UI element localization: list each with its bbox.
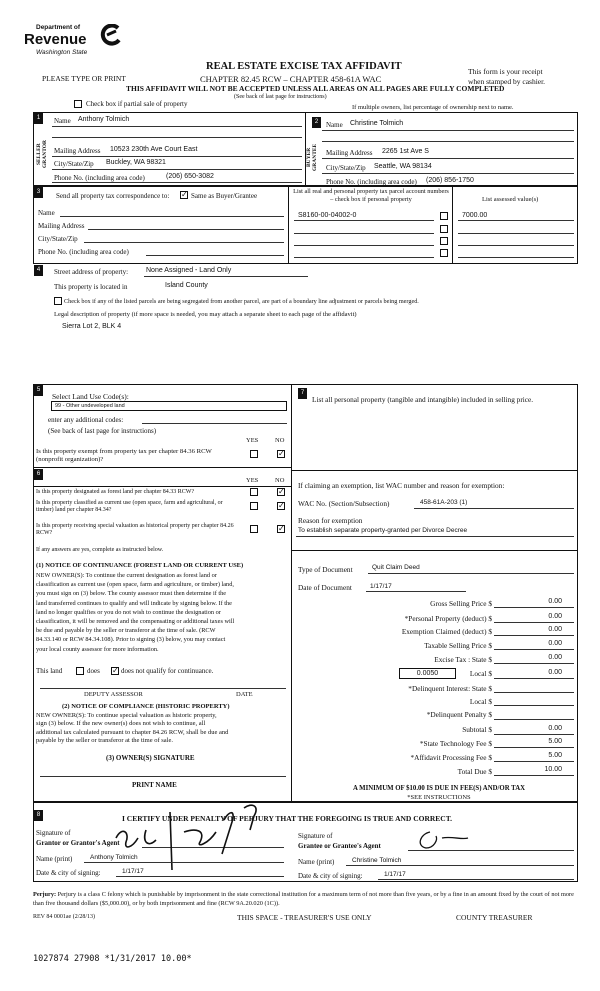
tax-row-underline: [494, 607, 574, 608]
section-3-number: 3: [34, 187, 43, 198]
seller-mail[interactable]: 10523 230th Ave Court East: [110, 146, 198, 153]
grantor-agent-label: Grantor or Grantor's Agent: [36, 839, 120, 847]
personal-property-checkbox-1[interactable]: [440, 212, 448, 220]
notice2-line: NEW OWNER(S): To continue special valuation as historic property,: [36, 712, 217, 719]
grantor-date[interactable]: 1/17/17: [122, 868, 144, 875]
seller-grantor-label: SELLER GRANTOR: [36, 140, 48, 169]
tax-row-label: Exemption Claimed (deduct) $: [401, 627, 492, 636]
form-title: REAL ESTATE EXCISE TAX AFFIDAVIT: [206, 61, 402, 72]
section-1-number: 1: [34, 113, 43, 124]
grantor-name[interactable]: Anthony Tolmich: [90, 854, 138, 861]
grantee-date[interactable]: 1/17/17: [384, 871, 406, 878]
same-as-buyer-checkbox[interactable]: ✓: [181, 190, 188, 199]
perjury-notice: [33, 890, 578, 908]
personal-property-checkbox-3[interactable]: [440, 237, 448, 245]
notice1-line: classification, it will be removed and the compensating or additional taxes will: [36, 618, 235, 626]
notice2-title: (2) NOTICE OF COMPLIANCE (HISTORIC PROPERTY): [62, 703, 230, 710]
legal-label: Legal description of property (if more space is needed, you may attach a separate sheet to each page of the affidavit): [54, 311, 357, 318]
doc-type[interactable]: Quit Claim Deed: [372, 564, 420, 571]
buyer-grantee-label: BUYER GRANTEE: [306, 143, 318, 171]
seller-name-label: Name: [54, 117, 71, 125]
s3-city-label: City/State/Zip: [38, 235, 78, 243]
subtotal-value[interactable]: 0.00: [548, 725, 562, 732]
s3-mail-label: Mailing Address: [38, 222, 85, 230]
grantor-date-label: Date & city of signing:: [36, 869, 101, 877]
tax-row-value[interactable]: 0.00: [548, 640, 562, 647]
nonprofit-question: Is this property exempt from property tax per chapter 84.36 RCW (nonprofit organization)?: [36, 448, 212, 463]
print-name-label: PRINT NAME: [132, 781, 177, 789]
current-use-no-checkbox[interactable]: ✓: [278, 501, 285, 510]
buyer-city[interactable]: Seattle, WA 98134: [374, 163, 432, 170]
notice1-line: be due and payable by the seller or transferor at the time of sale. (RCW: [36, 627, 216, 635]
dp-label: *Delinquent Penalty $: [426, 710, 492, 719]
buyer-phone-label: Phone No. (including area code): [326, 178, 417, 186]
buyer-name-label: Name: [326, 121, 343, 129]
tax-rate: 0.0050: [416, 670, 439, 677]
additional-codes-label: enter any additional codes:: [48, 416, 124, 424]
wac-number[interactable]: 458-61A-203 (1): [420, 499, 468, 506]
s3-name-label: Name: [38, 209, 55, 217]
parcels-header: List all real and personal property tax parcel account numbers – check box if personal property: [293, 188, 449, 203]
rev-code: REV 84 0001ae (2/28/13): [33, 914, 96, 920]
located-label: This property is located in: [54, 283, 128, 291]
s6-yes-header: YES: [246, 477, 259, 484]
notice1-line: you must sign on (3) below. The county assessor must then determine if the: [36, 590, 227, 598]
assessed-value[interactable]: 7000.00: [462, 212, 488, 219]
tax-row-label: Gross Selling Price $: [430, 599, 492, 608]
forest-no-checkbox[interactable]: ✓: [278, 487, 285, 496]
warning-line: THIS AFFIDAVIT WILL NOT BE ACCEPTED UNLESS ALL AREAS ON ALL PAGES ARE FULLY COMPLETED: [126, 84, 505, 93]
current-use-yes-checkbox[interactable]: [250, 502, 258, 510]
aff-fee-label: *Affidavit Processing Fee $: [410, 753, 492, 762]
legal-description[interactable]: Sierra Lot 2, BLK 4: [62, 323, 122, 330]
grantee-sig-label: Signature of: [298, 832, 333, 840]
county[interactable]: Island County: [165, 282, 208, 289]
buyer-phone[interactable]: (206) 856-1750: [426, 177, 474, 184]
seller-city-label: City/State/Zip: [54, 160, 94, 168]
total-due-value[interactable]: 10.00: [544, 766, 562, 773]
seller-phone-label: Phone No. (including area code): [54, 174, 145, 182]
tax-row-underline: [494, 622, 574, 623]
segregated-label: Check box if any of the listed parcels are being segregated from another parcel, are part of a boundary line adjustment or parcels being merged.: [64, 298, 419, 305]
treasurer-space: THIS SPACE - TREASURER'S USE ONLY: [237, 913, 372, 922]
personal-property-checkbox-2[interactable]: [440, 225, 448, 233]
seller-mail-label: Mailing Address: [54, 147, 101, 155]
tax-row-value[interactable]: 0.00: [548, 613, 562, 620]
minimum-note: A MINIMUM OF $10.00 IS DUE IN FEE(S) AND/OR TAX: [352, 785, 526, 792]
aff-fee-value[interactable]: 5.00: [548, 752, 562, 759]
notice1-line: classification as current use (open space, farm and agriculture, or timber) land,: [36, 581, 234, 589]
local-value[interactable]: 0.00: [548, 669, 562, 676]
deputy-assessor-label: DEPUTY ASSESSOR: [84, 691, 143, 698]
dept-line1: Department of: [36, 24, 81, 31]
tech-fee-value[interactable]: 5.00: [548, 738, 562, 745]
tax-row-underline: [494, 663, 574, 664]
chapter-line: CHAPTER 82.45 RCW – CHAPTER 458-61A WAC: [200, 74, 382, 84]
notice2-line: additional tax calculated pursuant to chapter 84.26 RCW, shall be due and: [36, 728, 229, 736]
tax-row-value[interactable]: 0.00: [548, 654, 562, 661]
s5-no-header: NO: [275, 437, 285, 444]
does-not-checkbox[interactable]: ✓: [112, 666, 119, 675]
see-back: (See back of last page for instructions): [234, 94, 327, 100]
notice1-title: (1) NOTICE OF CONTINUANCE (FOREST LAND OR CURRENT USE): [36, 562, 244, 569]
buyer-city-label: City/State/Zip: [326, 164, 366, 172]
s5-yes-header: YES: [246, 437, 259, 444]
section-7-number: 7: [298, 388, 307, 399]
exemption-claim-label: If claiming an exemption, list WAC number and reason for exemption:: [298, 481, 505, 490]
this-land-label: This land: [36, 667, 63, 675]
doc-type-label: Type of Document: [298, 565, 353, 574]
subtotal-label: Subtotal $: [462, 725, 492, 734]
tax-row-underline: [494, 635, 574, 636]
s6-no-header: NO: [275, 477, 285, 484]
wac-label: WAC No. (Section/Subsection): [298, 499, 390, 508]
notice2-text: [36, 712, 228, 746]
same-as-buyer-label: Same as Buyer/Grantee: [191, 192, 258, 200]
see-instructions: *SEE INSTRUCTIONS: [407, 794, 471, 801]
notice2-line: sign (3) below. If the new owner(s) does not wish to continue, all: [36, 720, 206, 728]
grantee-signature[interactable]: [412, 826, 472, 852]
please-type: PLEASE TYPE OR PRINT: [42, 74, 126, 83]
notice1-text: [36, 571, 234, 654]
buyer-name[interactable]: Christine Tolmich: [350, 120, 404, 127]
notice1-line: your local county assessor for more information.: [36, 645, 159, 653]
dor-swoosh-icon: [98, 24, 122, 46]
grantee-agent-label: Grantee or Grantee's Agent: [298, 842, 381, 850]
local-label: Local $: [469, 669, 492, 678]
tax-row-value[interactable]: 0.00: [548, 598, 562, 605]
s3-phone-label: Phone No. (including area code): [38, 248, 129, 256]
notice1-line: land transferred continues to qualify and will indicate by signing below. If the: [36, 599, 232, 607]
forest-yes-checkbox[interactable]: [250, 488, 258, 496]
s5-see-back: (See back of last page for instructions): [48, 427, 157, 435]
grantee-date-label: Date & city of signing:: [298, 872, 363, 880]
di-local-label: Local $: [469, 697, 492, 706]
historic-no-checkbox[interactable]: ✓: [278, 524, 285, 533]
seller-city[interactable]: Buckley, WA 98321: [106, 159, 166, 166]
certify-statement: I CERTIFY UNDER PENALTY OF PERJURY THAT THE FOREGOING IS TRUE AND CORRECT.: [122, 814, 453, 823]
send-correspondence-label: Send all property tax correspondence to:: [56, 192, 170, 200]
does-label: does: [87, 667, 100, 675]
section-2-number: 2: [312, 117, 321, 128]
grantor-name-label: Name (print): [36, 855, 73, 863]
date-label: DATE: [236, 691, 253, 698]
perjury-text: Perjury is a class C felony which is punishable by imprisonment in the state correctional institution for a maximum term of not more than five years, or by a fine in an amount fixed by the court of not more than five thousand dollars ($5,000.00), or by both imprisonment and fine (RCW 9A.20.020 (1C)).: [33, 891, 574, 907]
section-8-number: 8: [34, 810, 43, 821]
segregated-checkbox[interactable]: [54, 297, 62, 305]
tax-row-value[interactable]: 0.00: [548, 626, 562, 633]
tech-fee-label: *State Technology Fee $: [419, 739, 492, 748]
grantee-name[interactable]: Christine Tolmich: [352, 857, 402, 864]
nonprofit-no-checkbox[interactable]: ✓: [278, 449, 285, 458]
notice2-line: payable by the seller or transferor at the time of sale.: [36, 737, 173, 745]
land-use-label: Select Land Use Code(s):: [52, 392, 129, 401]
dept-line2: Revenue: [24, 31, 87, 48]
buyer-mail-label: Mailing Address: [326, 149, 373, 157]
tax-row-label: *Personal Property (deduct) $: [404, 614, 492, 623]
tax-row-underline: [494, 649, 574, 650]
di-state-label: *Delinquent Interest: State $: [408, 684, 492, 693]
seller-phone[interactable]: (206) 650-3082: [166, 173, 214, 180]
dept-line3: Washington State: [36, 49, 88, 56]
notice1-line: land no longer qualifies or you do not wish to continue the designation or: [36, 608, 221, 616]
personal-property-label: List all personal property (tangible and intangible) included in selling price.: [312, 395, 534, 404]
section-6-number: 6: [34, 469, 43, 480]
if-yes-note: If any answers are yes, complete as instructed below.: [36, 547, 164, 553]
does-not-label: does not qualify for continuance.: [121, 667, 214, 675]
exemption-reason[interactable]: To establish separate property-granted per Divorce Decree: [298, 527, 468, 534]
buyer-mail[interactable]: 2265 1st Ave S: [382, 148, 429, 155]
parcel-number[interactable]: S8160-00-04002-0: [298, 212, 357, 219]
does-checkbox[interactable]: [76, 667, 84, 675]
receipt-line2: when stamped by cashier.: [468, 77, 546, 86]
tax-row-label: Taxable Selling Price $: [424, 641, 492, 650]
receipt-line1: This form is your receipt: [468, 67, 543, 76]
street-address[interactable]: None Assigned - Land Only: [146, 267, 232, 274]
grantor-sig-label: Signature of: [36, 829, 71, 837]
historic-yes-checkbox[interactable]: [250, 525, 258, 533]
section-4-number: 4: [34, 265, 43, 276]
perjury-label: Perjury:: [33, 891, 57, 898]
doc-date[interactable]: 1/17/17: [370, 583, 392, 590]
doc-date-label: Date of Document: [298, 583, 352, 592]
grantee-name-label: Name (print): [298, 858, 335, 866]
notice1-line: NEW OWNER(S): To continue the current designation as forest land or: [36, 572, 217, 579]
land-use-code-select[interactable]: 99 - Other undeveloped land: [51, 401, 287, 411]
section-5-number: 5: [34, 385, 43, 396]
partial-sale-checkbox[interactable]: [74, 100, 82, 108]
dor-logo: [22, 22, 132, 64]
notice1-line: 84.33.140 or RCW 84.34.108). Prior to signing (3) below, you may contact: [36, 636, 226, 644]
forest-question: Is this property designated as forest land per chapter 84.33 RCW?: [36, 489, 195, 495]
street-label: Street address of property:: [54, 268, 129, 276]
tax-row-label: Excise Tax : State $: [434, 655, 492, 664]
personal-property-checkbox-4[interactable]: [440, 249, 448, 257]
multi-owners-note: If multiple owners, list percentage of ownership next to name.: [352, 104, 514, 111]
current-use-question: Is this property classified as current use (open space, farm and agricultural, or timber) land per chapter 84.34?: [36, 500, 223, 513]
county-treasurer: COUNTY TREASURER: [456, 913, 533, 922]
partial-sale-label: Check box if partial sale of property: [86, 100, 188, 108]
receipt-stamp: 1027874 27908 *1/31/2017 10.00*: [33, 954, 192, 964]
notice3-title: (3) OWNER(S) SIGNATURE: [106, 754, 195, 762]
assessed-header: List assessed value(s): [482, 196, 539, 203]
nonprofit-yes-checkbox[interactable]: [250, 450, 258, 458]
historic-question: Is this property receiving special valuation as historical property per chapter 84.26 RCW?: [36, 523, 234, 536]
reason-label: Reason for exemption: [298, 516, 363, 525]
total-due-label: Total Due $: [457, 767, 492, 776]
seller-name[interactable]: Anthony Tolmich: [78, 116, 130, 123]
